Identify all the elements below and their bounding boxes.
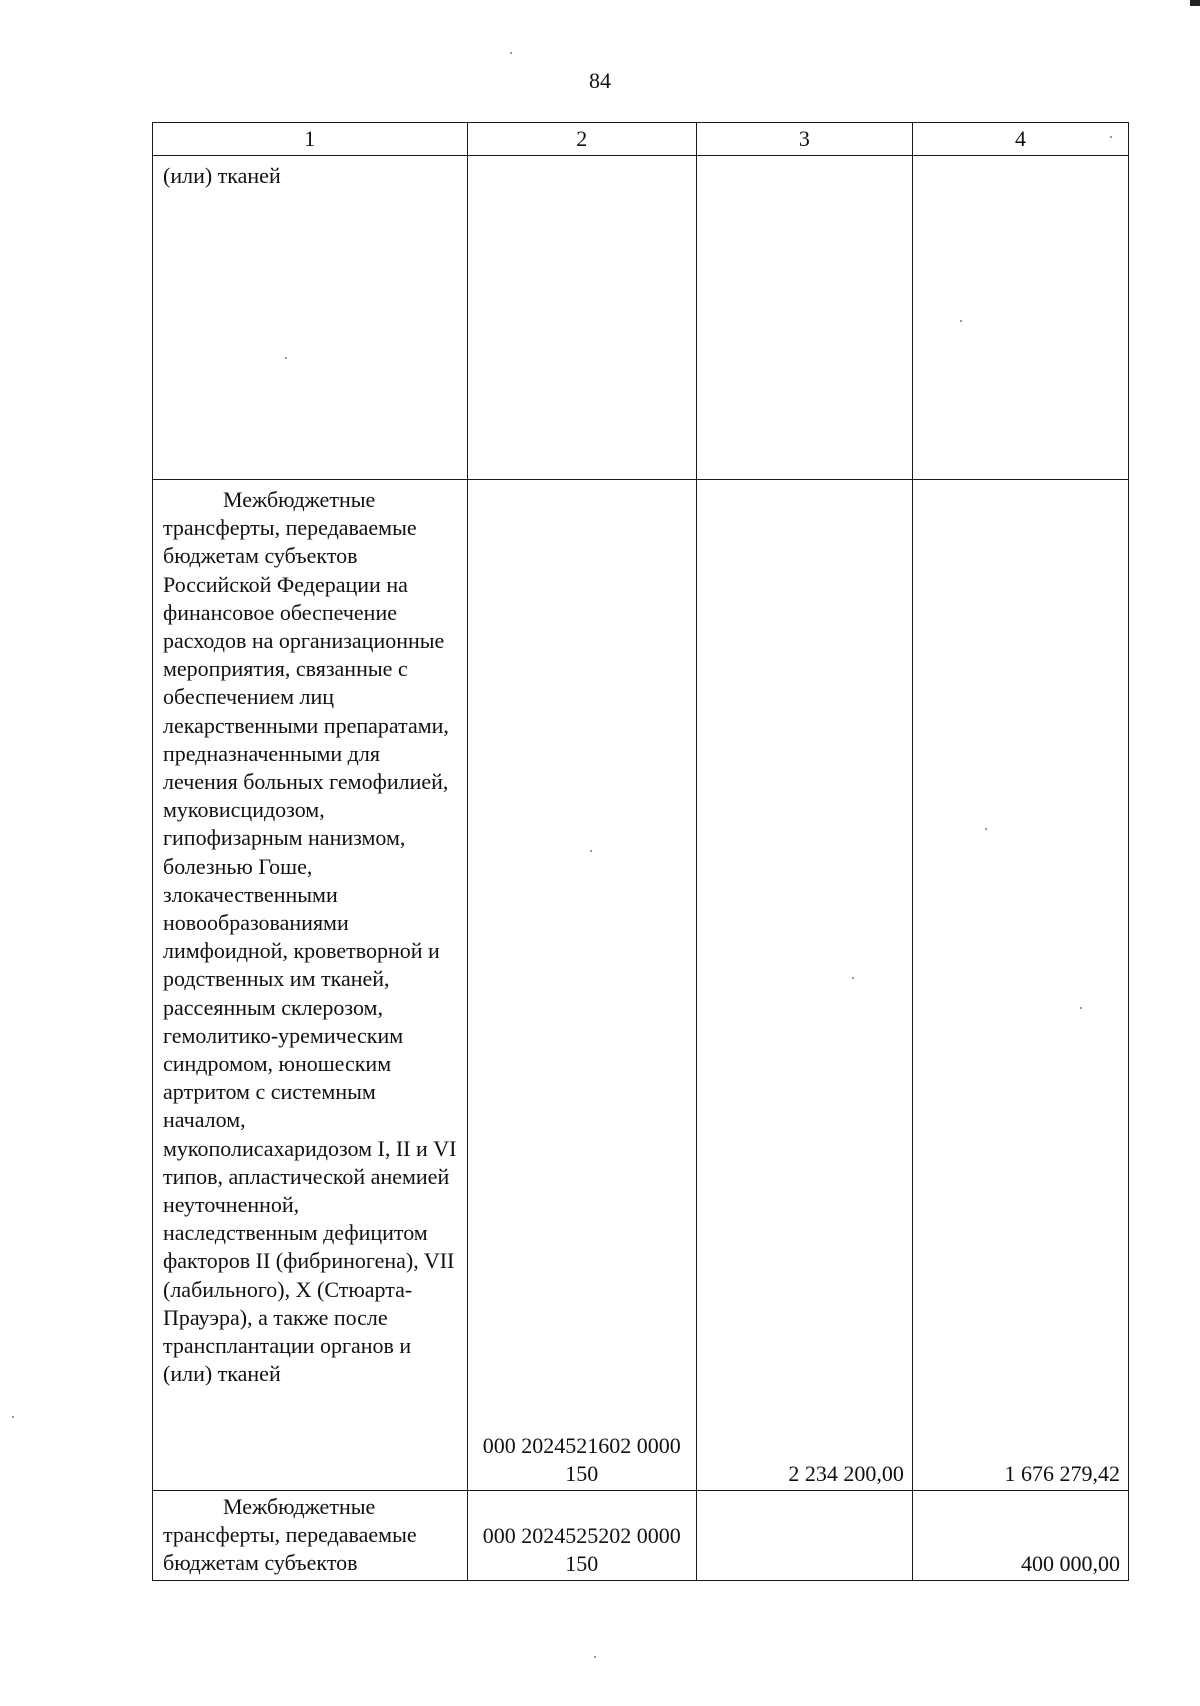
scan-speck [1080,1007,1082,1009]
scan-speck [1110,136,1112,138]
row-name-cell [153,480,468,1491]
budget-table [152,122,1129,1581]
amount-col3: 2 234 200,00 [788,1461,904,1486]
row-code-cell [467,480,696,1491]
scan-speck [594,1656,596,1658]
scan-speck [852,977,854,979]
row-col3-cell [696,1491,912,1581]
scan-speck [285,357,287,359]
scan-speck [590,850,592,852]
budget-code: 000 2024521602 0000 150 [482,1433,681,1486]
header-col-1: 1 [153,123,468,156]
scan-speck [1190,0,1200,6]
row-col4-cell [912,480,1128,1491]
row-name: Межбюджетные трансферты, передаваемые бюджетам субъектов [163,1494,417,1576]
table-row [153,156,1129,480]
amount-col3 [697,1578,912,1580]
row-name-cell [153,156,468,480]
row-name-cell [153,1491,468,1581]
header-col-4: 4 [912,123,1128,156]
row-col3-cell [696,156,912,480]
row-col3-cell [696,480,912,1491]
table-header-row [153,123,1129,156]
row-code-cell [467,156,696,480]
row-col4-cell [912,1491,1128,1581]
row-name: (или) тканей [163,163,281,188]
budget-code: 000 2024525202 0000 150 [482,1522,681,1576]
page-number: 84 [589,68,611,93]
row-name: Межбюджетные трансферты, передаваемые бюджетам субъектов Российской Федерации на финансовое обеспечение расходов на организационные мероприятия, связанные с обеспечением лиц лекарственными препаратами, предназначенными для лечения больных гемофилией, муковисцидозом, гипофизарным нанизмом, болезнью Гоше, злокачественными новообразованиями лимфоидной, кроветворной и родственных им тканей, рассеянным склерозом, гемолитико-уремическим синдромом, юношеским артритом с системным началом, мукополисахаридозом I, II и VI типов, апластической анемией неуточненной, наследственным дефицитом факторов II (фибриногена), VII (лабильного), X (Стюарта-Прауэра), а также после трансплантации органов и (или) тканей [163,487,457,1387]
header-col-2: 2 [467,123,696,156]
amount-col4: 400 000,00 [1021,1550,1120,1576]
scan-speck [12,1416,14,1418]
table-row [153,480,1129,1491]
header-col-3: 3 [696,123,912,156]
row-code-cell [467,1491,696,1581]
amount-col4: 1 676 279,42 [1004,1461,1120,1486]
scan-speck [510,52,512,54]
scan-speck [960,320,962,322]
table-row [153,1491,1129,1581]
row-col4-cell [912,156,1128,480]
scan-speck [985,828,987,830]
